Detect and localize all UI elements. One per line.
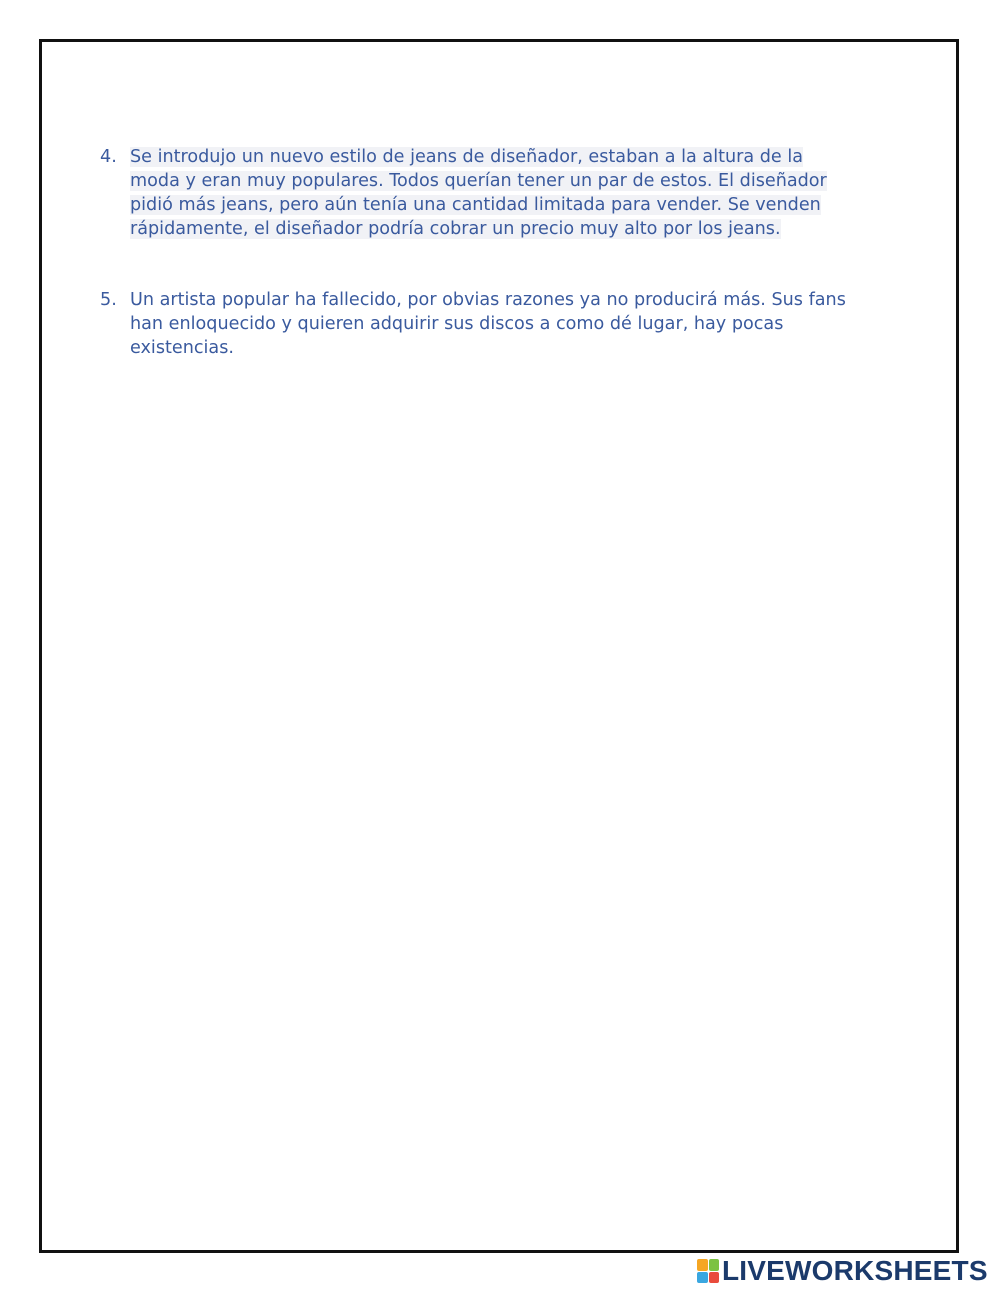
question-line xyxy=(130,217,890,241)
logo-square xyxy=(709,1259,720,1271)
question-line xyxy=(130,145,890,169)
question-number: 4. xyxy=(100,147,117,167)
logo-square xyxy=(709,1272,720,1284)
worksheet-page xyxy=(39,39,959,1253)
logo-text: LIVEWORKSHEETS xyxy=(722,1255,988,1286)
question-line xyxy=(130,193,890,217)
question-number: 5. xyxy=(100,290,117,310)
logo-mark-icon xyxy=(697,1259,719,1283)
question-line: existencias. xyxy=(130,338,234,358)
question-5 xyxy=(100,288,890,360)
logo-square xyxy=(697,1259,708,1271)
question-line: Un artista popular ha fallecido, por obvias razones ya no producirá más. Sus fans xyxy=(130,290,846,310)
logo-square xyxy=(697,1272,708,1284)
question-line-text: moda y eran muy populares. Todos querían tener un par de estos. El diseñador xyxy=(130,171,827,191)
question-line-text: Se introdujo un nuevo estilo de jeans de diseñador, estaban a la altura de la xyxy=(130,147,803,167)
question-line: han enloquecido y quieren adquirir sus discos a como dé lugar, hay pocas xyxy=(130,314,784,334)
question-4 xyxy=(100,145,890,241)
question-line xyxy=(130,169,890,193)
liveworksheets-logo xyxy=(697,1255,988,1286)
question-line-text: rápidamente, el diseñador podría cobrar un precio muy alto por los jeans. xyxy=(130,219,781,239)
question-line-text: pidió más jeans, pero aún tenía una cantidad limitada para vender. Se venden xyxy=(130,195,821,215)
